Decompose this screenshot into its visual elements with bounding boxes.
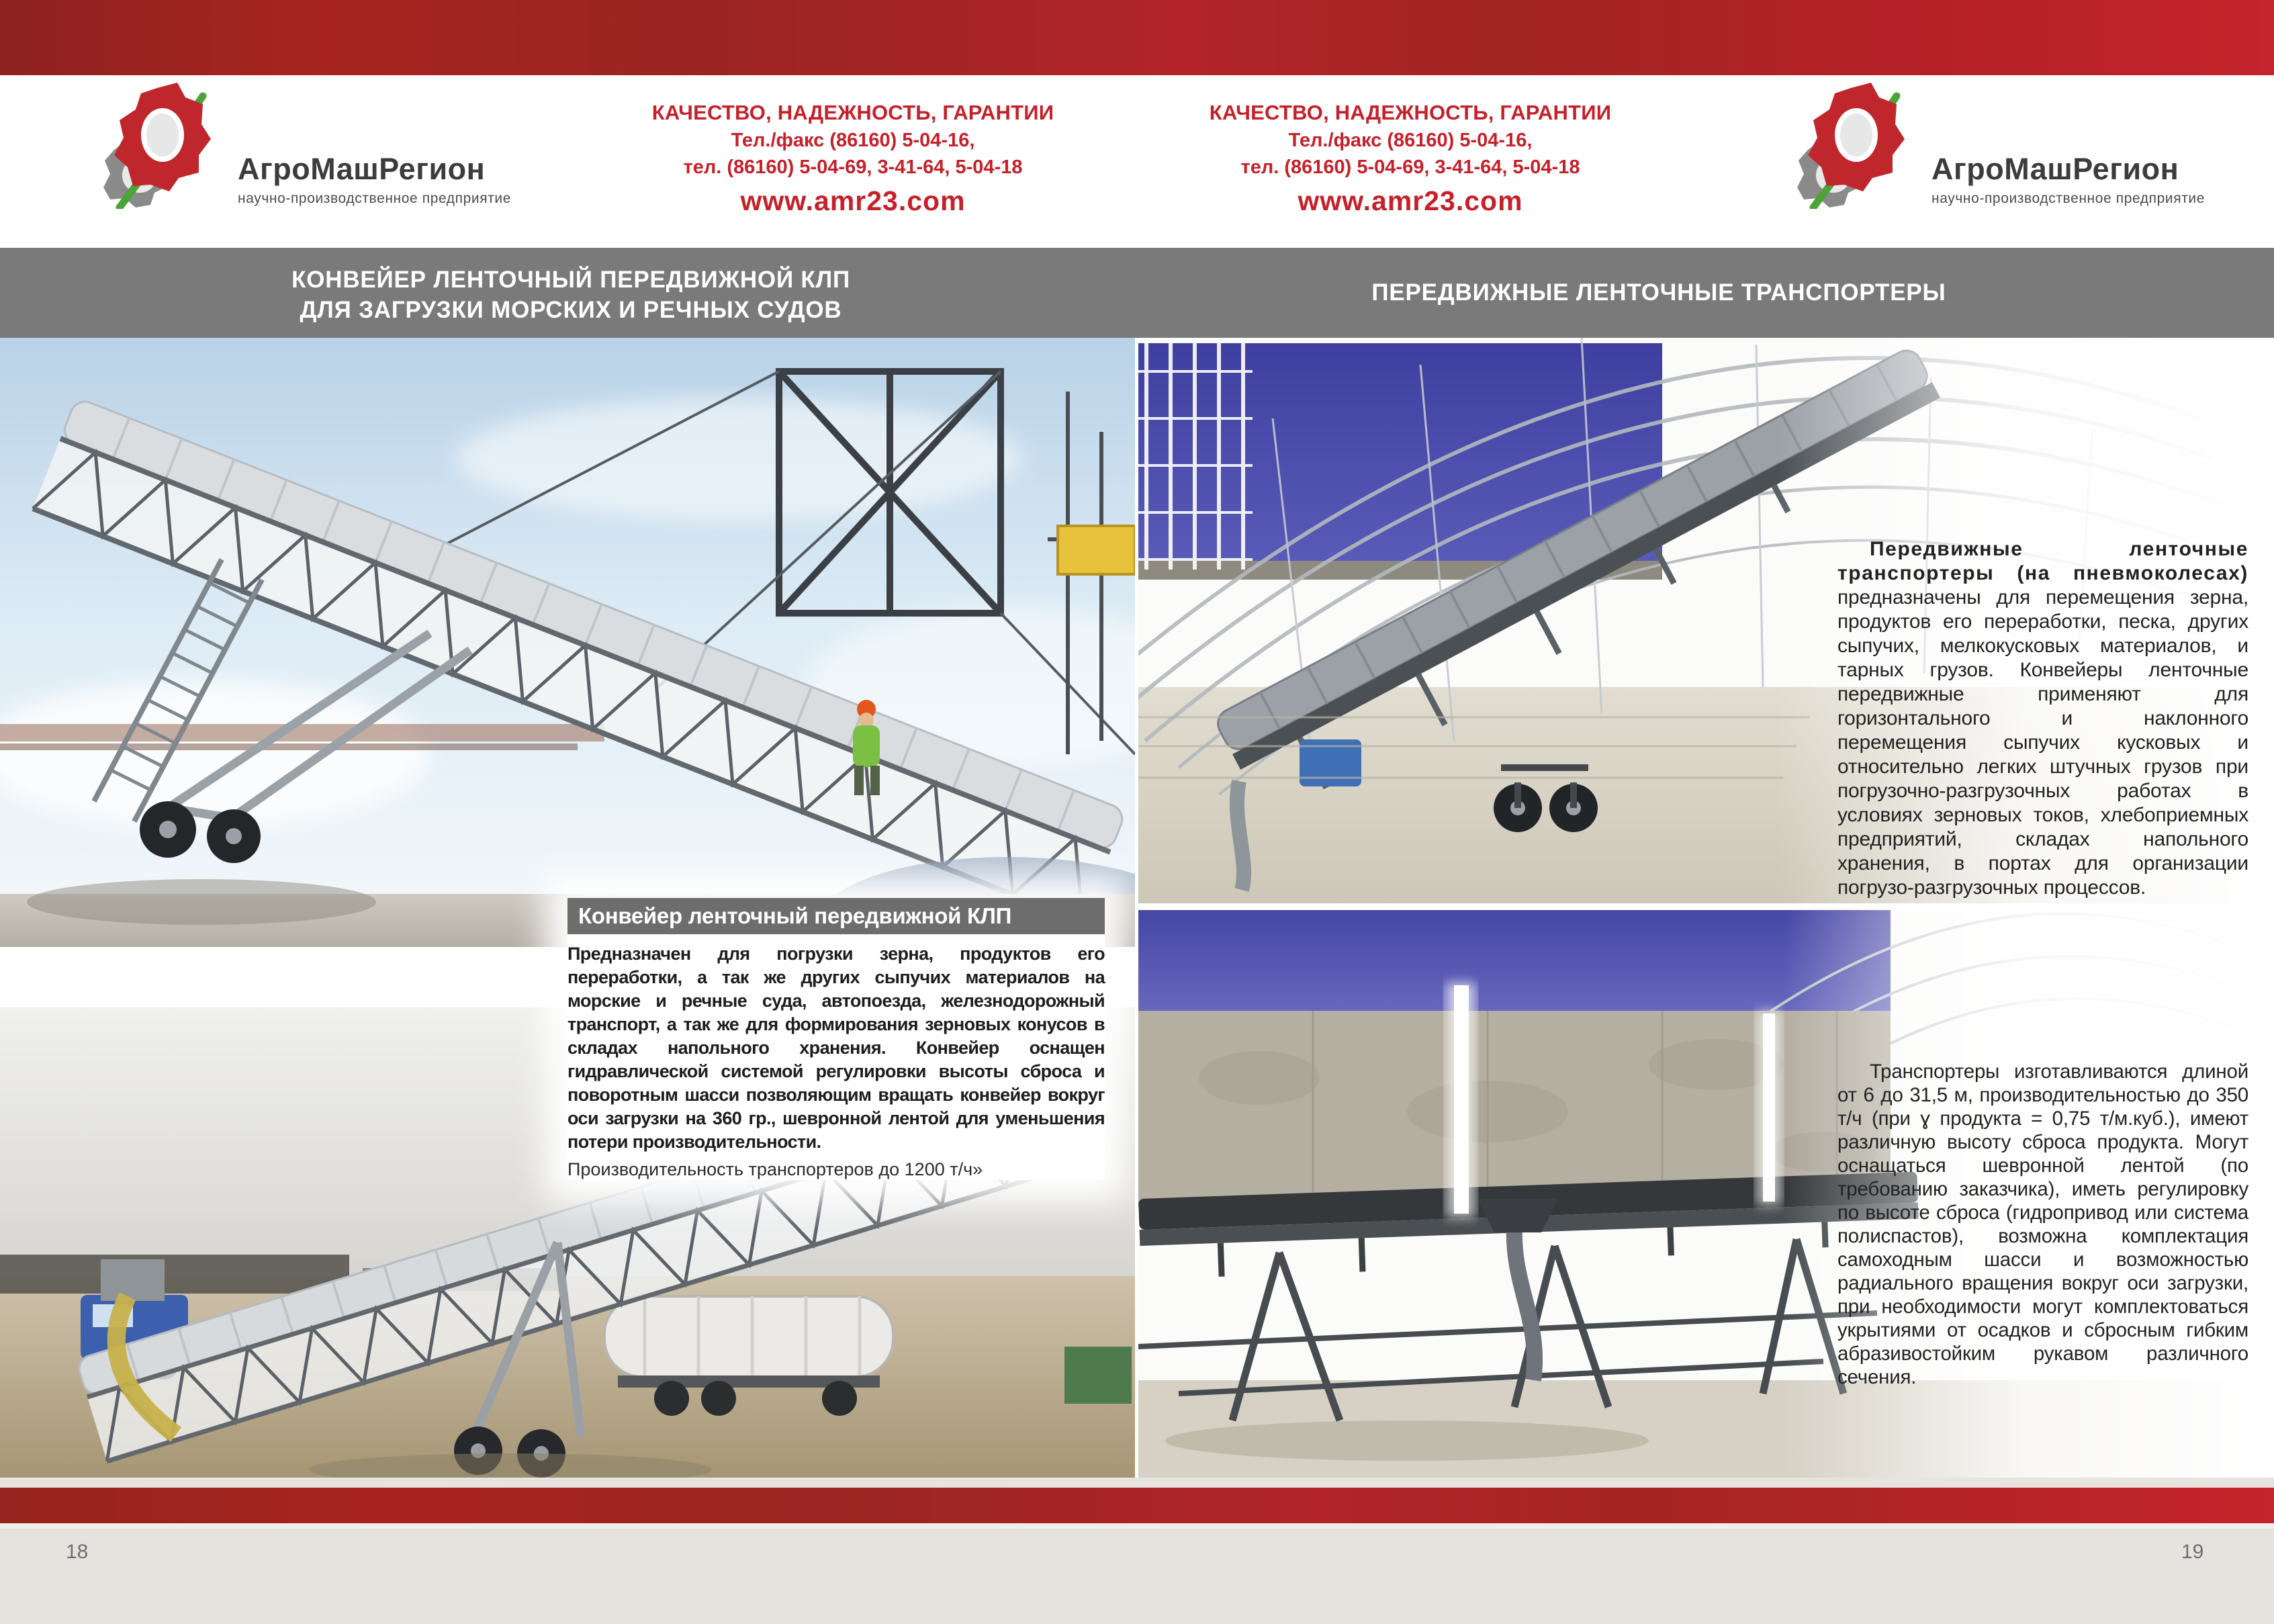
company-tagline: научно-производственное предприятие — [238, 191, 512, 206]
right-paragraph-1 — [1837, 537, 2248, 900]
bottom-red-bar — [0, 1488, 2274, 1523]
left-section-title — [215, 265, 927, 325]
company-name: АгроМашРегион — [238, 152, 486, 186]
phones-line: тел. (86160) 5-04-69, 3-41-64, 5-04-18 — [1240, 156, 1580, 178]
info-box-body: Предназначен для погрузки зерна, продуктов его переработки, а так же других сыпучих материалов на морские и речные суда, автопоезда, железнодорожный транспорт, а так же для формирования зерновых конусов в складах напольного хранения. Конвейер оснащен гидравлической системой регулировки высоты сброса и поворотным шасси позволяющим вращать конвейер вокруг оси загрузки на 360 гр., шевронной лентой для уменьшения потери производительности. — [567, 944, 1105, 1152]
contact-block-left — [631, 101, 1075, 217]
slogan-text: КАЧЕСТВО, НАДЕЖНОСТЬ, ГАРАНТИИ — [651, 101, 1054, 124]
website-link[interactable]: www.amr23.com — [740, 185, 966, 216]
company-logo-right — [1794, 85, 2205, 212]
top-red-bar — [0, 0, 2274, 75]
left-title-line1: КОНВЕЙЕР ЛЕНТОЧНЫЙ ПЕРЕДВИЖНОЙ КЛП — [291, 267, 850, 293]
logo-icon — [1794, 81, 1914, 212]
phones-line: тел. (86160) 5-04-69, 3-41-64, 5-04-18 — [683, 156, 1023, 178]
page-number-right: 19 — [2181, 1541, 2204, 1563]
info-box-note: Производительность транспортеров до 1200 т/ч» — [567, 1159, 983, 1179]
photo-conveyor-ship-loading — [0, 338, 1135, 947]
footer-band — [0, 1523, 2274, 1624]
logo-icon — [101, 81, 220, 212]
right-section-title: ПЕРЕДВИЖНЫЕ ЛЕНТОЧНЫЕ ТРАНСПОРТЕРЫ — [1371, 279, 1946, 306]
paragraph-rest: предназначены для перемещения зерна, продуктов его переработки, песка, других сыпучих, мелкокусковых материалов, и тарных грузов. Конвейеры ленточные передвижные применяют для горизонтального и наклонного перемещения сыпучих кусковых и относительно легких штучных грузов при погрузочно-разгрузочных работах в условиях зерновых токов, хлебоприемных предприятий, складах напольного хранения, в портах для организации погрузо-разгрузочных процессов. — [1837, 586, 2248, 899]
right-paragraph-2: Транспортеры изготавливаются длиной от 6 до 31,5 м, производительностью до 350 т/ч (при ɣ продукта = 0,75 т/м.куб.), имеют различную высоту сброса продукта. Могут оснащаться шевронной лентой (по требованию заказчика), иметь регулировку по высоте сброса (гидропривод или система полиспастов), возможна комплектация самоходным шасси и возможностью радиального вращения вокруг оси загрузки, при необходимости могут комплектоваться укрытиями от осадков и сбросным гибким абразивостойким рукавом различного сечения. — [1837, 1060, 2248, 1388]
strip-above-red-bar — [0, 1478, 2274, 1488]
paragraph-lead: Передвижные ленточные транспортеры (на пневмоколесах) — [1837, 538, 2248, 584]
intake-hopper — [101, 1259, 165, 1301]
website-link[interactable]: www.amr23.com — [1298, 185, 1523, 216]
left-title-line2: ДЛЯ ЗАГРУЗКИ МОРСКИХ И РЕЧНЫХ СУДОВ — [300, 297, 842, 323]
left-info-box — [567, 898, 1105, 1180]
section-title-band — [0, 248, 2274, 338]
company-tagline: научно-производственное предприятие — [1931, 191, 2205, 206]
green-unit — [1064, 1347, 1132, 1404]
info-box-title: Конвейер ленточный передвижной КЛП — [567, 898, 1105, 934]
phone-fax-line: Тел./факс (86160) 5-04-16, — [731, 130, 975, 151]
company-name: АгроМашРегион — [1931, 152, 2179, 186]
discharge-hose — [1237, 781, 1244, 890]
contact-block-right — [1189, 101, 1632, 217]
phone-fax-line: Тел./факс (86160) 5-04-16, — [1288, 130, 1533, 151]
slogan-text: КАЧЕСТВО, НАДЕЖНОСТЬ, ГАРАНТИИ — [1209, 101, 1612, 124]
page-number-left: 18 — [66, 1541, 89, 1563]
company-logo-left — [101, 85, 511, 212]
